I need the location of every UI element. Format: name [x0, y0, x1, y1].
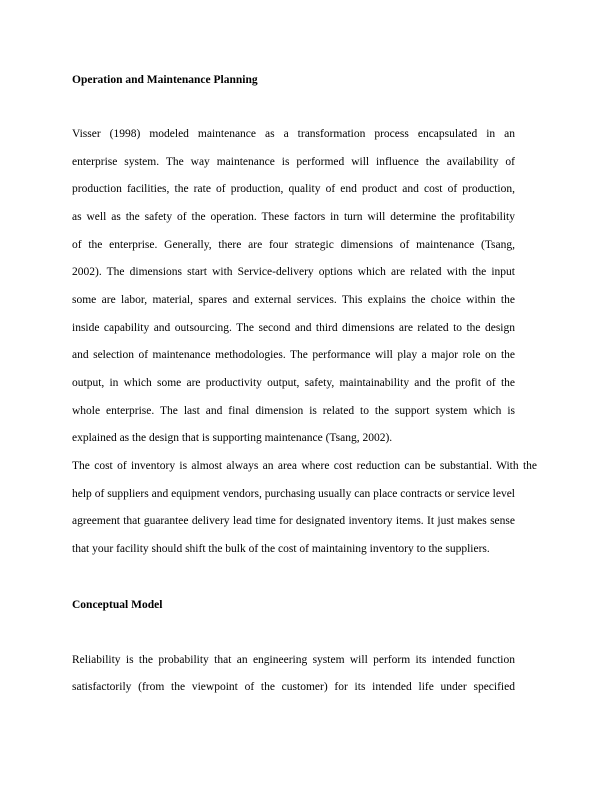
paragraph2-line-2: help of suppliers and equipment vendors, purchasing usually can place contracts or service level — [72, 488, 515, 500]
paragraph1-line-7: some are labor, material, spares and external services. This explains the choice within the — [72, 294, 515, 306]
paragraph1-line-5: of the enterprise. Generally, there are four strategic dimensions of maintenance (Tsang, — [72, 239, 515, 251]
paragraph3-line-1: Reliability is the probability that an engineering system will perform its intended function — [72, 654, 515, 666]
paragraph1-line-4: as well as the safety of the operation. These factors in turn will determine the profitability — [72, 211, 515, 223]
paragraph1-line-3: production facilities, the rate of production, quality of end product and cost of production, — [72, 183, 515, 195]
paragraph1-line-6: 2002). The dimensions start with Service-delivery options which are related with the input — [72, 266, 515, 278]
paragraph1-line-2: enterprise system. The way maintenance is performed will influence the availability of — [72, 156, 515, 168]
paragraph3-line-2: satisfactorily (from the viewpoint of the customer) for its intended life under specified — [72, 681, 515, 693]
heading-conceptual-model: Conceptual Model — [72, 599, 163, 611]
heading-operation-maintenance-planning: Operation and Maintenance Planning — [72, 74, 258, 86]
paragraph2-line-1: The cost of inventory is almost always an area where cost reduction can be substantial. With the — [72, 460, 537, 472]
paragraph1-line-12: explained as the design that is supporting maintenance (Tsang, 2002). — [72, 432, 393, 444]
paragraph2-line-4: that your facility should shift the bulk of the cost of maintaining inventory to the suppliers. — [72, 543, 490, 555]
paragraph1-line-10: output, in which some are productivity output, safety, maintainability and the profit of the — [72, 377, 515, 389]
paragraph1-line-9: and selection of maintenance methodologies. The performance will play a major role on the — [72, 349, 515, 361]
paragraph1-line-11: whole enterprise. The last and final dimension is related to the support system which is — [72, 405, 515, 417]
paragraph1-line-8: inside capability and outsourcing. The second and third dimensions are related to the design — [72, 322, 515, 334]
paragraph2-line-3: agreement that guarantee delivery lead time for designated inventory items. It just makes sense — [72, 515, 515, 527]
paragraph1-line-1: Visser (1998) modeled maintenance as a transformation process encapsulated in an — [72, 128, 515, 140]
